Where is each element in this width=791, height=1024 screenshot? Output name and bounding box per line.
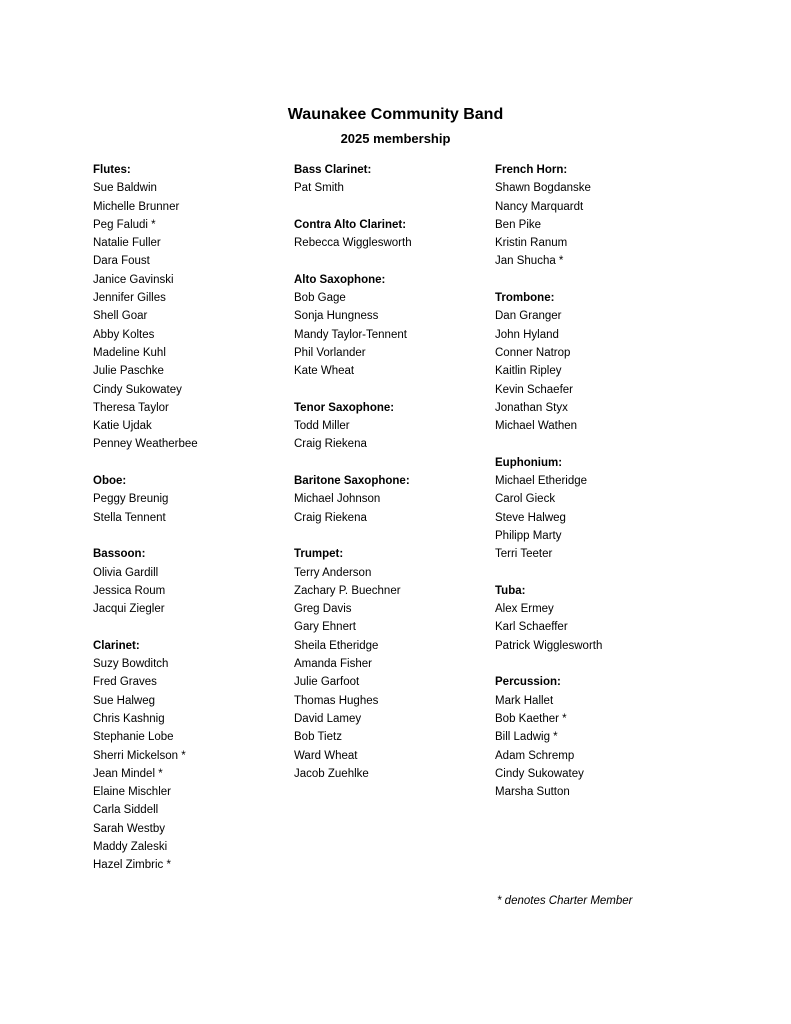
member-name: Pat Smith <box>294 182 344 195</box>
column-2 <box>294 161 494 783</box>
member-name: Chris Kashnig <box>93 712 165 725</box>
member-name: Kevin Schaefer <box>495 383 573 396</box>
member-name: Cindy Sukowatey <box>93 383 182 396</box>
member-name: Marsha Sutton <box>495 786 570 799</box>
member-name: Todd Miller <box>294 420 350 433</box>
member-name: Sherri Mickelson * <box>93 749 186 762</box>
instrument-section <box>93 545 293 618</box>
instrument-section <box>93 472 293 527</box>
instrument-section <box>495 454 695 564</box>
member-name: Zachary P. Buechner <box>294 584 401 597</box>
section-spacer <box>495 435 695 453</box>
member-name: Olivia Gardill <box>93 566 159 579</box>
section-spacer <box>93 618 293 636</box>
instrument-section <box>294 545 494 783</box>
member-name: Hazel Zimbric * <box>93 859 171 872</box>
charter-member-footnote: * denotes Charter Member <box>497 895 633 907</box>
section-heading: Tuba: <box>495 584 526 597</box>
member-name: Julie Paschke <box>93 365 164 378</box>
section-heading: Clarinet: <box>93 639 140 652</box>
member-name: Peggy Breunig <box>93 493 169 506</box>
section-heading: Trombone: <box>495 292 555 305</box>
member-name: David Lamey <box>294 712 362 725</box>
section-heading: Euphonium: <box>495 456 563 469</box>
member-name: Suzy Bowditch <box>93 658 169 671</box>
member-name: Sheila Etheridge <box>294 639 379 652</box>
member-name: Phil Vorlander <box>294 346 366 359</box>
instrument-section <box>495 673 695 801</box>
section-spacer <box>294 381 494 399</box>
instrument-section <box>93 161 293 454</box>
member-name: Sonja Hungness <box>294 310 379 323</box>
section-spacer <box>294 252 494 270</box>
member-name: Natalie Fuller <box>93 237 161 250</box>
member-name: Janice Gavinski <box>93 273 174 286</box>
member-name: Sue Baldwin <box>93 182 157 195</box>
member-name: Michelle Brunner <box>93 200 180 213</box>
member-name: Peg Faludi * <box>93 218 156 231</box>
member-name: Kristin Ranum <box>495 237 568 250</box>
member-name: Stephanie Lobe <box>93 731 174 744</box>
section-heading: Bassoon: <box>93 548 146 561</box>
member-name: Cindy Sukowatey <box>495 767 584 780</box>
instrument-section <box>294 216 494 253</box>
member-name: Adam Schremp <box>495 749 575 762</box>
member-name: Mandy Taylor-Tennent <box>294 328 407 341</box>
section-heading: Trumpet: <box>294 548 344 561</box>
member-name: Craig Riekena <box>294 438 367 451</box>
member-name: Sue Halweg <box>93 694 156 707</box>
member-name: Shawn Bogdanske <box>495 182 591 195</box>
member-name: Rebecca Wigglesworth <box>294 237 412 250</box>
member-name: Bill Ladwig * <box>495 731 558 744</box>
member-name: Patrick Wigglesworth <box>495 639 603 652</box>
member-name: Jan Shucha * <box>495 255 564 268</box>
member-name: Kate Wheat <box>294 365 355 378</box>
member-name: Dan Granger <box>495 310 562 323</box>
section-spacer <box>294 454 494 472</box>
member-name: Penney Weatherbee <box>93 438 198 451</box>
member-name: Terri Teeter <box>495 548 553 561</box>
section-heading: Oboe: <box>93 475 127 488</box>
section-spacer <box>294 198 494 216</box>
member-name: Carla Siddell <box>93 804 159 817</box>
member-name: Jean Mindel * <box>93 767 163 780</box>
member-name: Elaine Mischler <box>93 786 171 799</box>
instrument-section <box>495 161 695 271</box>
member-name: John Hyland <box>495 328 559 341</box>
member-name: Jacob Zuehlke <box>294 767 369 780</box>
section-heading: French Horn: <box>495 164 568 176</box>
section-spacer <box>294 527 494 545</box>
member-name: Thomas Hughes <box>294 694 379 707</box>
section-heading: Percussion: <box>495 676 561 689</box>
member-name: Stella Tennent <box>93 511 166 524</box>
section-spacer <box>495 655 695 673</box>
member-name: Amanda Fisher <box>294 658 372 671</box>
member-name: Nancy Marquardt <box>495 200 584 213</box>
member-name: Julie Garfoot <box>294 676 360 689</box>
member-name: Ward Wheat <box>294 749 358 762</box>
instrument-section <box>495 582 695 655</box>
instrument-section <box>294 161 494 198</box>
member-name: Katie Ujdak <box>93 420 152 433</box>
member-name: Philipp Marty <box>495 529 562 542</box>
member-name: Jessica Roum <box>93 584 166 597</box>
section-heading: Contra Alto Clarinet: <box>294 218 407 231</box>
member-name: Maddy Zaleski <box>93 840 168 853</box>
column-1 <box>93 161 293 875</box>
section-spacer <box>495 564 695 582</box>
member-name: Bob Tietz <box>294 731 342 744</box>
column-3 <box>495 161 695 801</box>
member-name: Mark Hallet <box>495 694 554 707</box>
member-name: Michael Johnson <box>294 493 381 506</box>
page-title: Waunakee Community Band <box>287 106 504 123</box>
instrument-section <box>495 289 695 435</box>
member-name: Craig Riekena <box>294 511 367 524</box>
instrument-section <box>294 472 494 527</box>
section-spacer <box>93 454 293 472</box>
member-name: Bob Gage <box>294 292 346 305</box>
section-spacer <box>93 527 293 545</box>
member-name: Conner Natrop <box>495 346 571 359</box>
member-name: Greg Davis <box>294 603 352 616</box>
member-name: Jennifer Gilles <box>93 292 166 305</box>
section-heading: Bass Clarinet: <box>294 164 372 176</box>
member-name: Madeline Kuhl <box>93 346 166 359</box>
page-subtitle: 2025 membership <box>340 131 451 146</box>
member-name: Michael Etheridge <box>495 475 588 488</box>
member-name: Sarah Westby <box>93 822 166 835</box>
section-spacer <box>495 271 695 289</box>
member-name: Ben Pike <box>495 218 542 231</box>
member-name: Terry Anderson <box>294 566 372 579</box>
member-name: Gary Ehnert <box>294 621 356 634</box>
section-heading: Alto Saxophone: <box>294 273 386 286</box>
member-name: Abby Koltes <box>93 328 155 341</box>
instrument-section <box>294 399 494 454</box>
member-name: Jacqui Ziegler <box>93 603 165 616</box>
member-name: Karl Schaeffer <box>495 621 568 634</box>
member-name: Steve Halweg <box>495 511 566 524</box>
section-heading: Flutes: <box>93 164 131 176</box>
member-name: Bob Kaether * <box>495 712 567 725</box>
member-name: Alex Ermey <box>495 603 554 616</box>
member-name: Carol Gieck <box>495 493 556 506</box>
section-heading: Baritone Saxophone: <box>294 475 410 488</box>
member-name: Dara Foust <box>93 255 150 268</box>
instrument-section <box>294 271 494 381</box>
member-name: Michael Wathen <box>495 420 578 433</box>
section-heading: Tenor Saxophone: <box>294 401 395 414</box>
member-name: Shell Goar <box>93 310 148 323</box>
member-name: Theresa Taylor <box>93 401 169 414</box>
member-name: Kaitlin Ripley <box>495 365 562 378</box>
member-name: Jonathan Styx <box>495 401 568 414</box>
instrument-section <box>93 637 293 875</box>
member-name: Fred Graves <box>93 676 157 689</box>
